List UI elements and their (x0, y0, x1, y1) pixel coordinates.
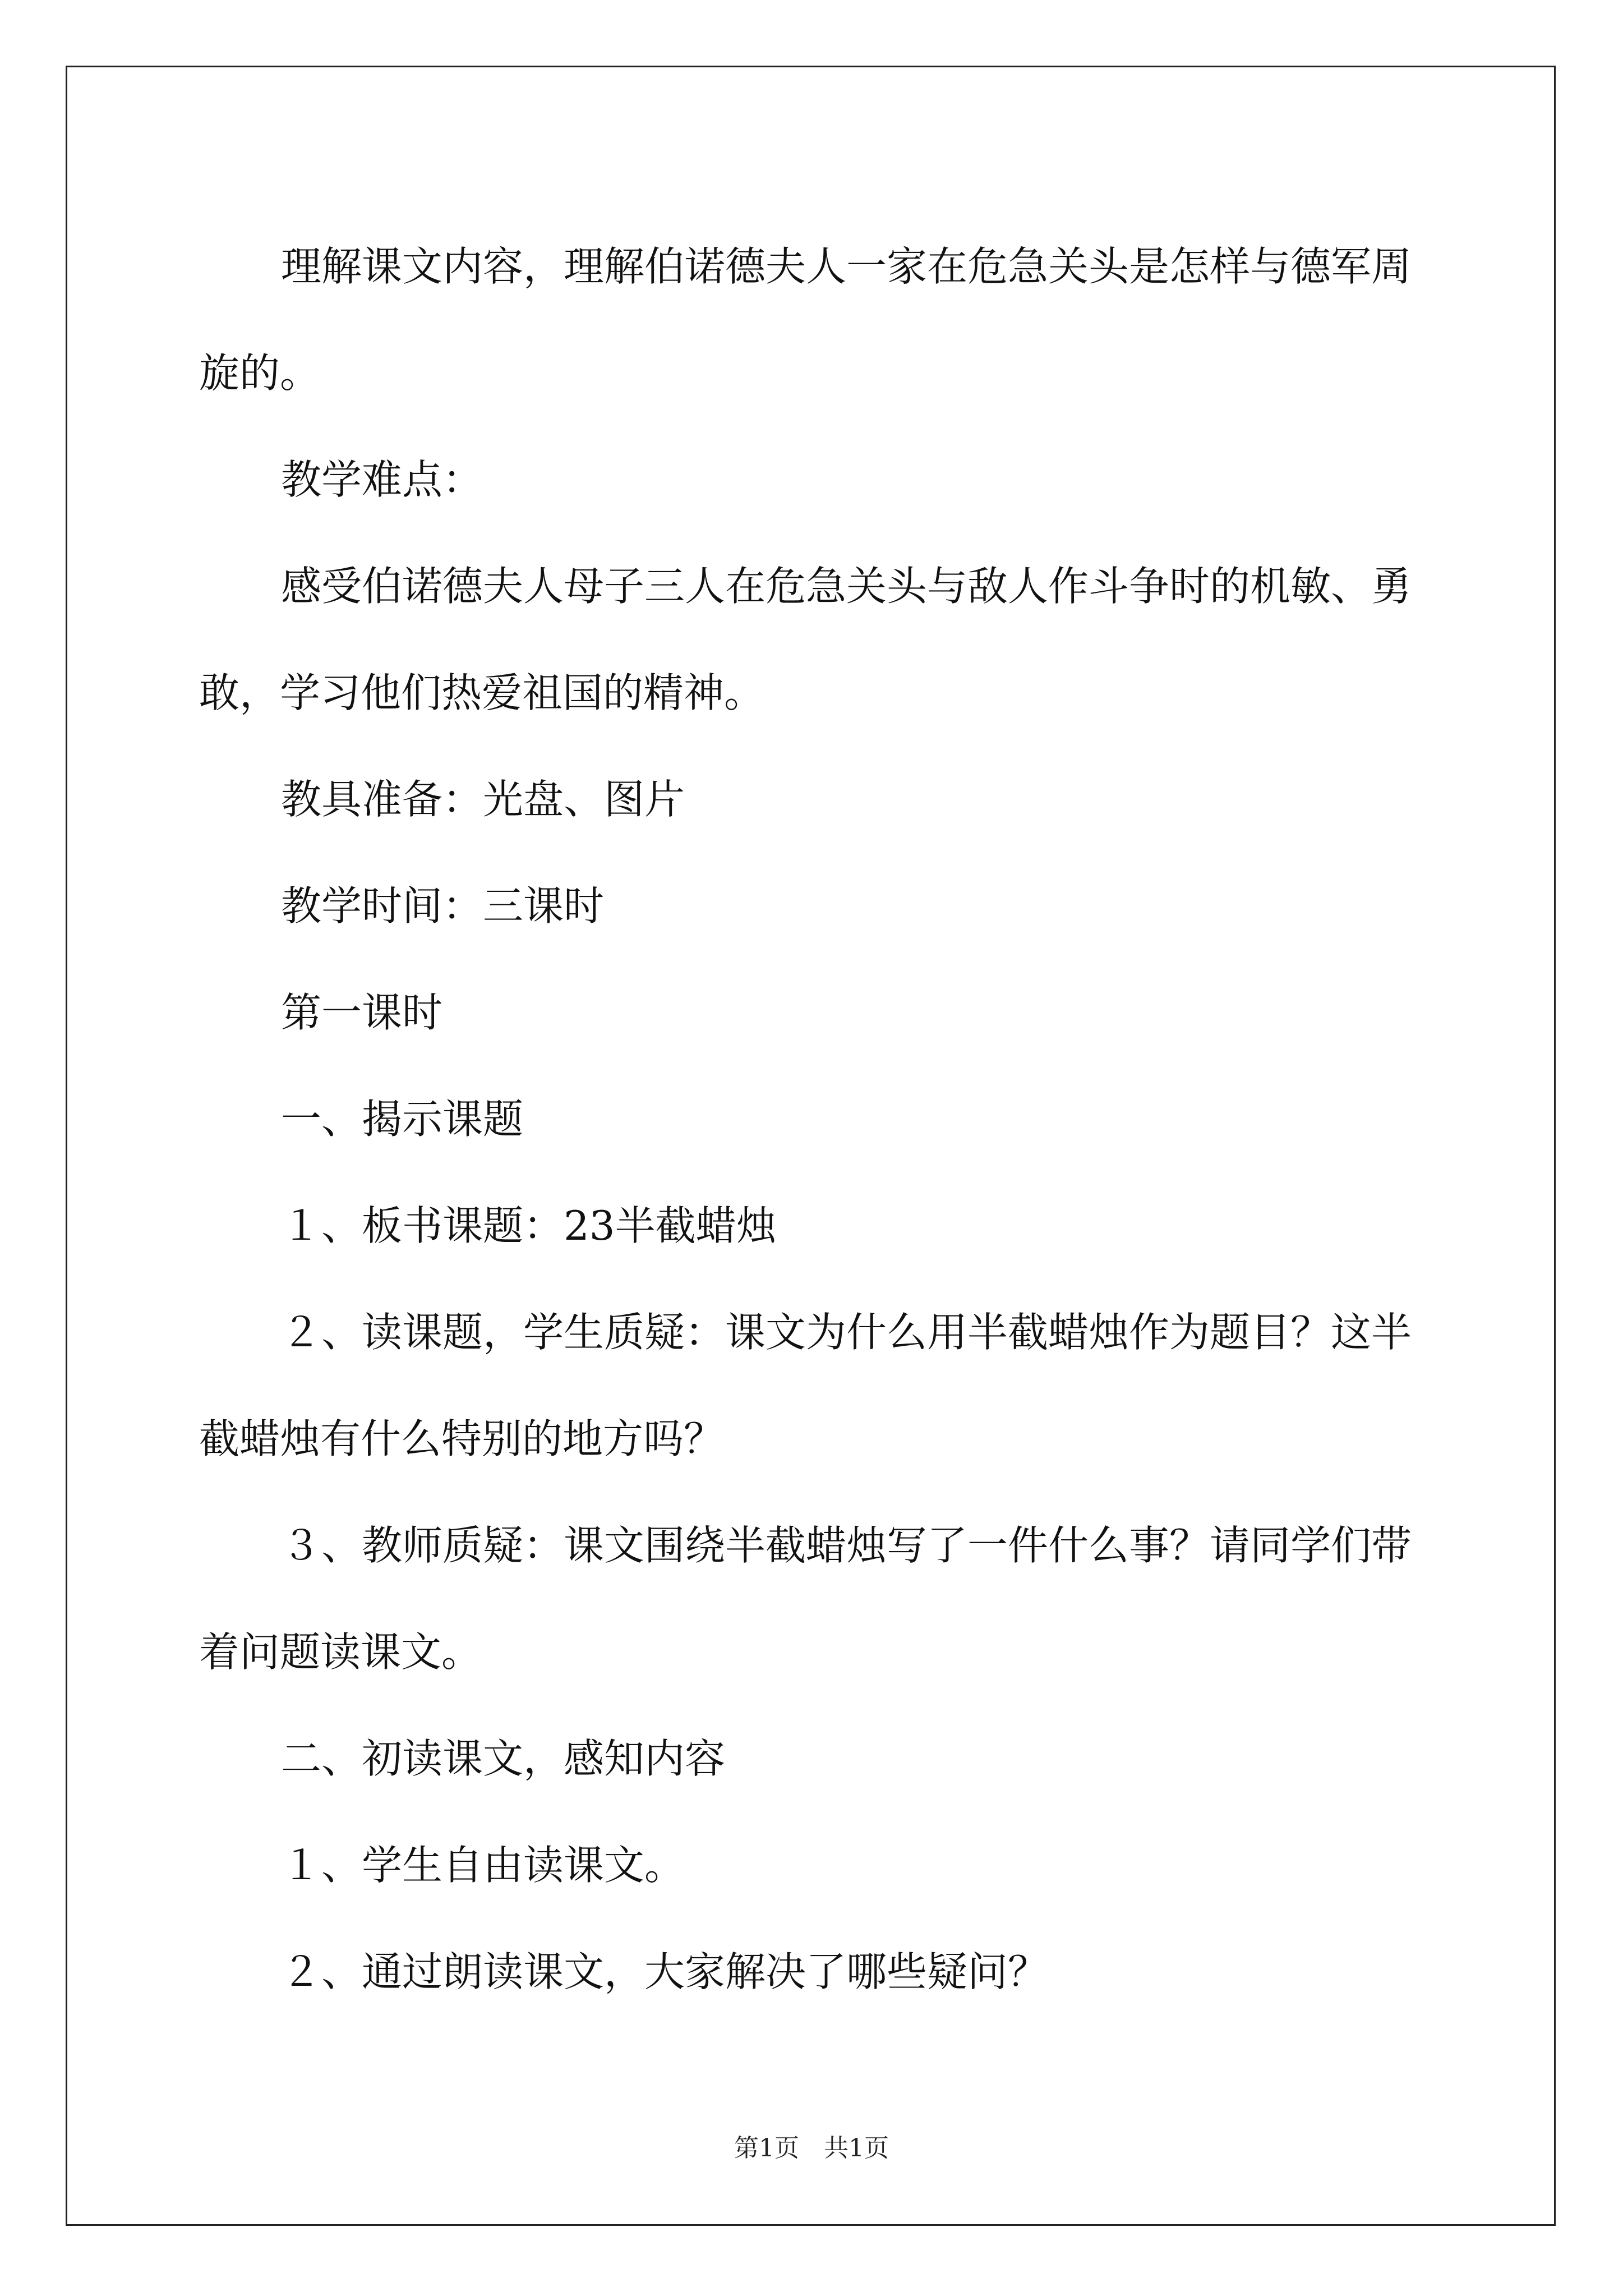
document-body (199, 213, 1422, 2025)
paragraph: 二、初读课文，感知内容 (281, 1735, 726, 1782)
paragraph: 第一课时 (281, 989, 443, 1036)
paragraph: 教学时间：三课时 (281, 882, 605, 930)
paragraph: 一、揭示课题 (281, 1096, 524, 1143)
paragraph: 感受伯诺德夫人母子三人在危急关头与敌人作斗争时的机敏、勇敢，学习他们热爱祖国的精神。 (199, 563, 1412, 716)
paragraph: ２、通过朗读课文，大家解决了哪些疑问？ (281, 1948, 1049, 1995)
paragraph: １、板书课题：23半截蜡烛 (281, 1202, 777, 1249)
paragraph: 理解课文内容，理解伯诺德夫人一家在危急关头是怎样与德军周旋的。 (199, 243, 1412, 397)
paragraph: 教学难点： (281, 456, 483, 503)
paragraph: 教具准备：光盘、图片 (281, 776, 685, 823)
page-footer: 第1页 共1页 (734, 2134, 889, 2162)
paragraph: ３、教师质疑：课文围绕半截蜡烛写了一件什么事？请同学们带着问题读课文。 (199, 1522, 1412, 1676)
paragraph: １、学生自由读课文。 (281, 1842, 685, 1889)
paragraph: ２、读课题，学生质疑：课文为什么用半截蜡烛作为题目？这半截蜡烛有什么特别的地方吗？ (199, 1309, 1412, 1462)
